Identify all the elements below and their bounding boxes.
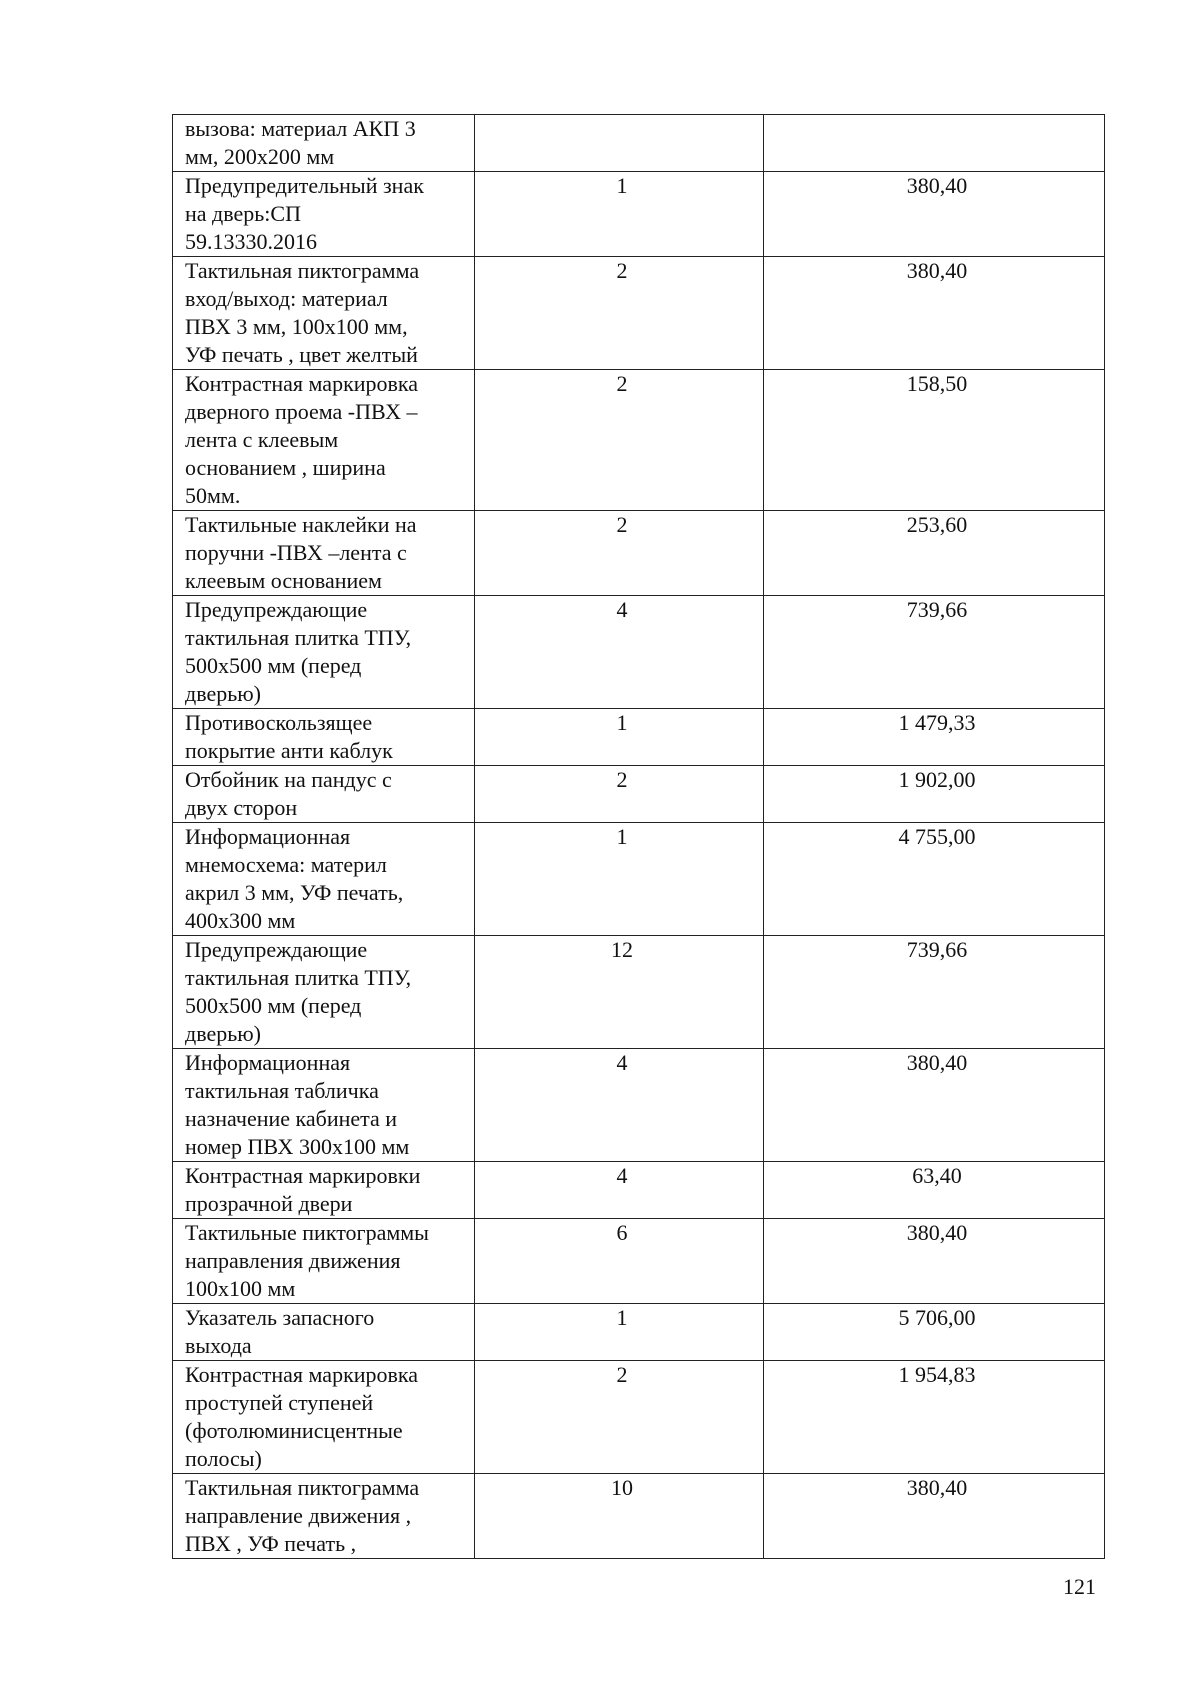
table-row bbox=[173, 596, 1105, 709]
table-row bbox=[173, 1474, 1105, 1559]
price-cell: 4 755,00 bbox=[764, 823, 1105, 936]
quantity-cell: 1 bbox=[475, 172, 764, 257]
item-name-cell: Информационная мнемосхема: материл акрил 3 мм, УФ печать, 400х300 мм bbox=[173, 823, 475, 936]
quantity-cell: 10 bbox=[475, 1474, 764, 1559]
price-cell: 5 706,00 bbox=[764, 1304, 1105, 1361]
item-name-cell: вызова: материал АКП 3 мм, 200х200 мм bbox=[173, 115, 475, 172]
quantity-cell: 4 bbox=[475, 1162, 764, 1219]
specification-table bbox=[172, 114, 1105, 1559]
item-name-cell: Тактильная пиктограмма вход/выход: материал ПВХ 3 мм, 100х100 мм, УФ печать , цвет желтый bbox=[173, 257, 475, 370]
table-row bbox=[173, 936, 1105, 1049]
price-cell: 1 954,83 bbox=[764, 1361, 1105, 1474]
item-name-cell: Противоскользящее покрытие анти каблук bbox=[173, 709, 475, 766]
item-name-cell: Указатель запасного выхода bbox=[173, 1304, 475, 1361]
item-name-cell: Контрастная маркировки прозрачной двери bbox=[173, 1162, 475, 1219]
page-number: 121 bbox=[1063, 1574, 1096, 1599]
price-cell: 253,60 bbox=[764, 511, 1105, 596]
quantity-cell bbox=[475, 115, 764, 172]
quantity-cell: 2 bbox=[475, 511, 764, 596]
price-cell: 380,40 bbox=[764, 257, 1105, 370]
table-row bbox=[173, 257, 1105, 370]
table-row bbox=[173, 823, 1105, 936]
price-cell: 158,50 bbox=[764, 370, 1105, 511]
item-name-cell: Информационная тактильная табличка назначение кабинета и номер ПВХ 300х100 мм bbox=[173, 1049, 475, 1162]
item-name-cell: Предупреждающие тактильная плитка ТПУ, 500х500 мм (перед дверью) bbox=[173, 596, 475, 709]
item-name-cell: Контрастная маркировка дверного проема -ПВХ – лента с клеевым основанием , ширина 50мм. bbox=[173, 370, 475, 511]
quantity-cell: 2 bbox=[475, 370, 764, 511]
quantity-cell: 2 bbox=[475, 257, 764, 370]
table-row bbox=[173, 1361, 1105, 1474]
price-cell: 1 902,00 bbox=[764, 766, 1105, 823]
table-row bbox=[173, 172, 1105, 257]
quantity-cell: 1 bbox=[475, 823, 764, 936]
quantity-cell: 2 bbox=[475, 766, 764, 823]
table-row bbox=[173, 1219, 1105, 1304]
item-name-cell: Предупредительный знак на дверь:СП 59.13330.2016 bbox=[173, 172, 475, 257]
table-row bbox=[173, 511, 1105, 596]
item-name-cell: Тактильные наклейки на поручни -ПВХ –лента с клеевым основанием bbox=[173, 511, 475, 596]
table-row bbox=[173, 1304, 1105, 1361]
quantity-cell: 12 bbox=[475, 936, 764, 1049]
table-body bbox=[173, 115, 1105, 1559]
item-name-cell: Контрастная маркировка проступей ступеней (фотолюминисцентные полосы) bbox=[173, 1361, 475, 1474]
item-name-cell: Отбойник на пандус с двух сторон bbox=[173, 766, 475, 823]
price-cell: 739,66 bbox=[764, 936, 1105, 1049]
price-cell bbox=[764, 115, 1105, 172]
table-row bbox=[173, 766, 1105, 823]
table-row bbox=[173, 370, 1105, 511]
price-cell: 380,40 bbox=[764, 1219, 1105, 1304]
quantity-cell: 1 bbox=[475, 1304, 764, 1361]
item-name-cell: Тактильная пиктограмма направление движения , ПВХ , УФ печать , bbox=[173, 1474, 475, 1559]
quantity-cell: 4 bbox=[475, 1049, 764, 1162]
table-row bbox=[173, 1162, 1105, 1219]
item-name-cell: Тактильные пиктограммы направления движения 100х100 мм bbox=[173, 1219, 475, 1304]
price-cell: 380,40 bbox=[764, 172, 1105, 257]
price-cell: 739,66 bbox=[764, 596, 1105, 709]
table-row bbox=[173, 709, 1105, 766]
price-cell: 1 479,33 bbox=[764, 709, 1105, 766]
price-cell: 63,40 bbox=[764, 1162, 1105, 1219]
table-row bbox=[173, 115, 1105, 172]
quantity-cell: 4 bbox=[475, 596, 764, 709]
quantity-cell: 1 bbox=[475, 709, 764, 766]
quantity-cell: 6 bbox=[475, 1219, 764, 1304]
quantity-cell: 2 bbox=[475, 1361, 764, 1474]
price-cell: 380,40 bbox=[764, 1474, 1105, 1559]
price-cell: 380,40 bbox=[764, 1049, 1105, 1162]
table-row bbox=[173, 1049, 1105, 1162]
item-name-cell: Предупреждающие тактильная плитка ТПУ, 500х500 мм (перед дверью) bbox=[173, 936, 475, 1049]
